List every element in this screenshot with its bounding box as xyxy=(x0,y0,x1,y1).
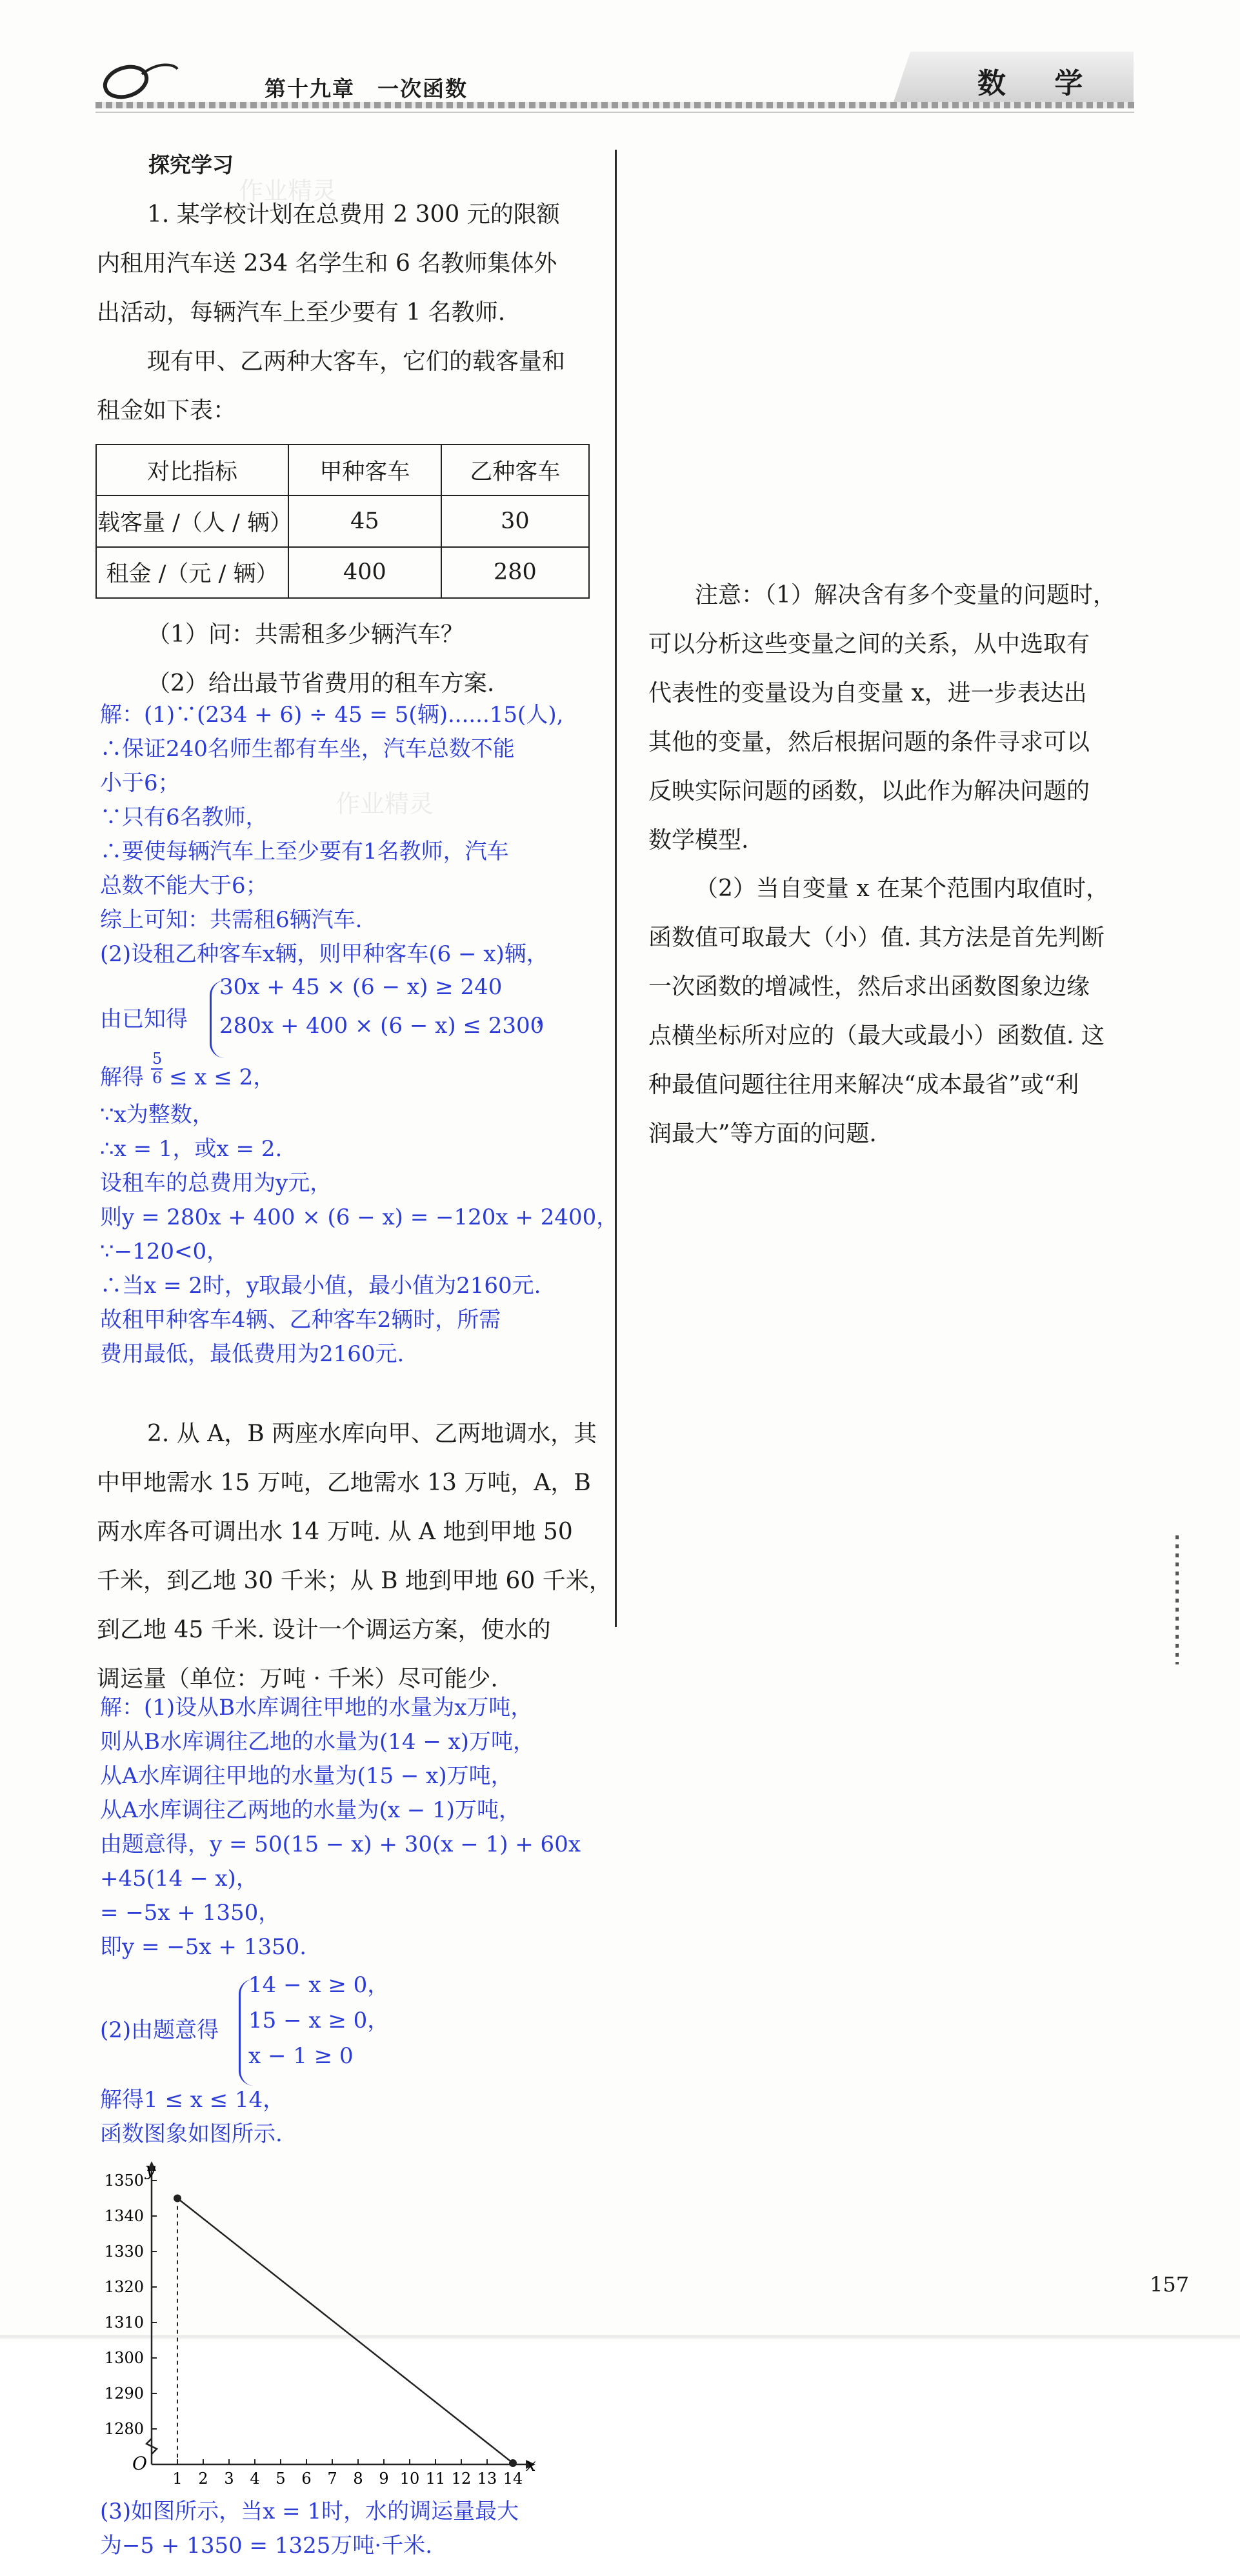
y-tick-label: 1290 xyxy=(104,2384,144,2402)
problem1-line: 租金如下表： xyxy=(97,397,237,424)
x-tick-label: 12 xyxy=(451,2470,472,2484)
y-tick-label: 1340 xyxy=(104,2207,144,2225)
x-tick-label: 9 xyxy=(379,2470,389,2484)
watermark: 作业精灵 xyxy=(335,790,434,818)
solution-line: (2)设租乙种客车x辆，则甲种客车(6 − x)辆， xyxy=(100,941,548,967)
table-header-cell: 甲种客车 xyxy=(288,444,441,495)
endpoint xyxy=(174,2195,181,2202)
x-tick-label: 13 xyxy=(477,2470,497,2484)
solution-line: ∵x为整数， xyxy=(100,1102,214,1128)
x-tick-label: 11 xyxy=(425,2470,446,2484)
table-row xyxy=(96,495,589,546)
solution-line: 综上可知：共需租6辆汽车. xyxy=(100,907,363,933)
note-line: 点横坐标所对应的（最大或最小）函数值. 这 xyxy=(648,1023,1105,1049)
x-tick-label: 10 xyxy=(399,2470,420,2484)
solution-line: 由题意得，y = 50(15 − x) + 30(x − 1) + 60x xyxy=(100,1832,581,1857)
solution-line: 小于6； xyxy=(100,770,180,796)
solution-line: ∵只有6名教师， xyxy=(100,804,268,830)
table-cell: 280 xyxy=(441,547,589,598)
solution-line: 由已知得 xyxy=(100,1006,188,1032)
table-cell: 载客量 /（人 / 辆） xyxy=(96,495,288,546)
solution-line: 则从B水库调往乙地的水量为(14 − x)万吨， xyxy=(100,1729,535,1755)
solution-line: 设租车的总费用为y元， xyxy=(100,1170,332,1196)
logo-icon xyxy=(97,55,181,106)
page-number: 157 xyxy=(1150,2272,1190,2297)
inequality-line: 14 − x ≥ 0， xyxy=(248,1972,390,1998)
fraction-denominator: 6 xyxy=(152,1069,163,1087)
question-line: （1）问：共需租多少辆汽车？ xyxy=(147,621,464,648)
y-axis-label: y xyxy=(145,2161,155,2180)
solution-line: ∴要使每辆汽车上至少要有1名教师，汽车 xyxy=(100,839,509,864)
table-row xyxy=(96,444,589,495)
solution-line: 从A水库调往甲地的水量为(15 − x)万吨， xyxy=(100,1763,513,1789)
x-axis-label: x xyxy=(526,2454,536,2475)
solution-line: ∵−120<0， xyxy=(100,1239,229,1264)
origin-label: O xyxy=(132,2453,147,2474)
note-2 xyxy=(648,864,1139,1159)
table-header-cell: 对比指标 xyxy=(96,444,288,495)
y-tick-label: 1280 xyxy=(104,2420,144,2438)
x-tick-label: 2 xyxy=(198,2470,208,2484)
note-line: 种最值问题往往用来解决“成本最省”或“利 xyxy=(648,1072,1079,1098)
note-1 xyxy=(648,571,1139,865)
vehicle-table xyxy=(95,444,590,599)
solution-line: 解得1 ≤ x ≤ 14， xyxy=(100,2087,285,2113)
inequality-line: 30x + 45 × (6 − x) ≥ 240 xyxy=(219,974,503,1000)
table-header-cell: 乙种客车 xyxy=(441,444,589,495)
question-line: （2）给出最节省费用的租车方案. xyxy=(147,670,495,697)
note-line: 代表性的变量设为自变量 x，进一步表达出 xyxy=(648,680,1087,706)
fraction-numerator: 5 xyxy=(152,1050,163,1068)
solution-line: 函数图象如图所示. xyxy=(100,2121,283,2147)
solution-line: 总数不能大于6； xyxy=(100,873,268,899)
problem2-line: 2. 从 A，B 两座水库向甲、乙两地调水，其 xyxy=(147,1421,597,1447)
y-tick-label: 1320 xyxy=(104,2278,144,2296)
solution-line: 即y = −5x + 1350. xyxy=(100,1934,307,1960)
note-line: 数学模型. xyxy=(648,827,749,854)
solution-line: ∴保证240名师生都有车坐，汽车总数不能 xyxy=(100,736,515,762)
problem2-line: 千米，到乙地 30 千米；从 B 地到甲地 60 千米， xyxy=(97,1568,612,1594)
table-row xyxy=(96,547,589,598)
function-line xyxy=(177,2199,513,2464)
solution-line: 解得 xyxy=(100,1064,144,1090)
x-tick-label: 7 xyxy=(327,2470,337,2484)
page-header xyxy=(0,0,1240,129)
y-tick-label: 1330 xyxy=(104,2242,144,2261)
dotted-rule xyxy=(1175,1535,1179,1664)
problem1-line: 1. 某学校计划在总费用 2 300 元的限额 xyxy=(147,201,560,228)
solution-line: ∴当x = 2时，y取最小值，最小值为2160元. xyxy=(100,1273,541,1299)
x-tick-label: 6 xyxy=(301,2470,312,2484)
solution-line: 解：(1)∵(234 + 6) ÷ 45 = 5(辆)......15(人), xyxy=(100,702,564,728)
section-title: 探究学习 xyxy=(148,152,234,177)
endpoint xyxy=(509,2459,517,2467)
x-tick-label: 5 xyxy=(275,2470,286,2484)
function-graph xyxy=(90,2161,568,2484)
column-divider xyxy=(615,150,617,1627)
x-tick-label: 4 xyxy=(250,2470,260,2484)
solution-line: = −5x + 1350， xyxy=(100,1900,281,1926)
problem2-line: 调运量（单位：万吨 · 千米）尽可能少. xyxy=(97,1666,498,1692)
note-line: （2）当自变量 x 在某个范围内取值时， xyxy=(695,875,1110,902)
problem2-line: 两水库各可调出水 14 万吨. 从 A 地到甲地 50 xyxy=(97,1519,573,1545)
problem1-line: 内租用汽车送 234 名学生和 6 名教师集体外 xyxy=(97,250,557,277)
table-cell: 45 xyxy=(288,495,441,546)
note-line: 可以分析这些变量之间的关系，从中选取有 xyxy=(648,631,1090,657)
note-line: 函数值可取最大（小）值. 其方法是首先判断 xyxy=(648,924,1105,951)
y-tick-label: 1300 xyxy=(104,2349,144,2367)
header-rule xyxy=(95,102,1134,108)
solution-line: (3)如图所示，当x = 1时，水的调运量最大 xyxy=(100,2499,519,2524)
inequality-line: x − 1 ≥ 0 xyxy=(248,2043,354,2069)
x-tick-label: 14 xyxy=(503,2470,523,2484)
solution-line: ≤ x ≤ 2， xyxy=(169,1064,275,1090)
x-tick-label: 8 xyxy=(353,2470,363,2484)
solution-line: +45(14 − x)， xyxy=(100,1866,258,1892)
note-line: 润最大”等方面的问题. xyxy=(648,1121,877,1147)
table-cell: 400 xyxy=(288,547,441,598)
watermark: 作业精灵 xyxy=(239,177,337,205)
inequality-line: 280x + 400 × (6 − x) ≤ 2300 xyxy=(219,1013,545,1039)
subject-label: 数 学 xyxy=(977,67,1103,100)
inequality-line: 15 − x ≥ 0， xyxy=(248,2008,390,2033)
solution-line: 费用最低，最低费用为2160元. xyxy=(100,1341,405,1367)
note-line: 注意：（1）解决含有多个变量的问题时， xyxy=(695,582,1116,608)
solution-line: 为−5 + 1350 = 1325万吨·千米. xyxy=(100,2533,432,2559)
solution-line: (2)由题意得 xyxy=(100,2017,219,2043)
solution-comma: ， xyxy=(535,1003,557,1029)
x-tick-label: 3 xyxy=(224,2470,234,2484)
solution-line: ∴x = 1，或x = 2. xyxy=(100,1136,283,1162)
solution-line: 故租甲种客车4辆、乙种客车2辆时，所需 xyxy=(100,1307,501,1333)
problem2-line: 中甲地需水 15 万吨，乙地需水 13 万吨，A，B xyxy=(97,1470,591,1496)
problem1-line: 出活动，每辆汽车上至少要有 1 名教师. xyxy=(97,299,506,326)
note-line: 其他的变量，然后根据问题的条件寻求可以 xyxy=(648,729,1090,755)
problem2-line: 到乙地 45 千米. 设计一个调运方案，使水的 xyxy=(97,1617,551,1643)
problem1-line: 现有甲、乙两种大客车，它们的载客量和 xyxy=(147,348,566,375)
table-cell: 租金 /（元 / 辆） xyxy=(96,547,288,598)
y-tick-label: 1350 xyxy=(104,2172,144,2190)
chapter-title: 第十九章 一次函数 xyxy=(265,76,468,101)
note-line: 一次函数的增减性，然后求出函数图象边缘 xyxy=(648,973,1090,1000)
solution-line: 则y = 280x + 400 × (6 − x) = −120x + 2400， xyxy=(100,1204,619,1230)
solution-line: 解：(1)设从B水库调往甲地的水量为x万吨， xyxy=(100,1695,533,1721)
solution-line: 从A水库调往乙两地的水量为(x − 1)万吨， xyxy=(100,1797,521,1823)
y-tick-label: 1310 xyxy=(104,2313,144,2331)
note-line: 反映实际问题的函数，以此作为解决问题的 xyxy=(648,778,1090,804)
header-rule-thin xyxy=(95,112,1134,113)
x-tick-label: 1 xyxy=(172,2470,183,2484)
table-cell: 30 xyxy=(441,495,589,546)
